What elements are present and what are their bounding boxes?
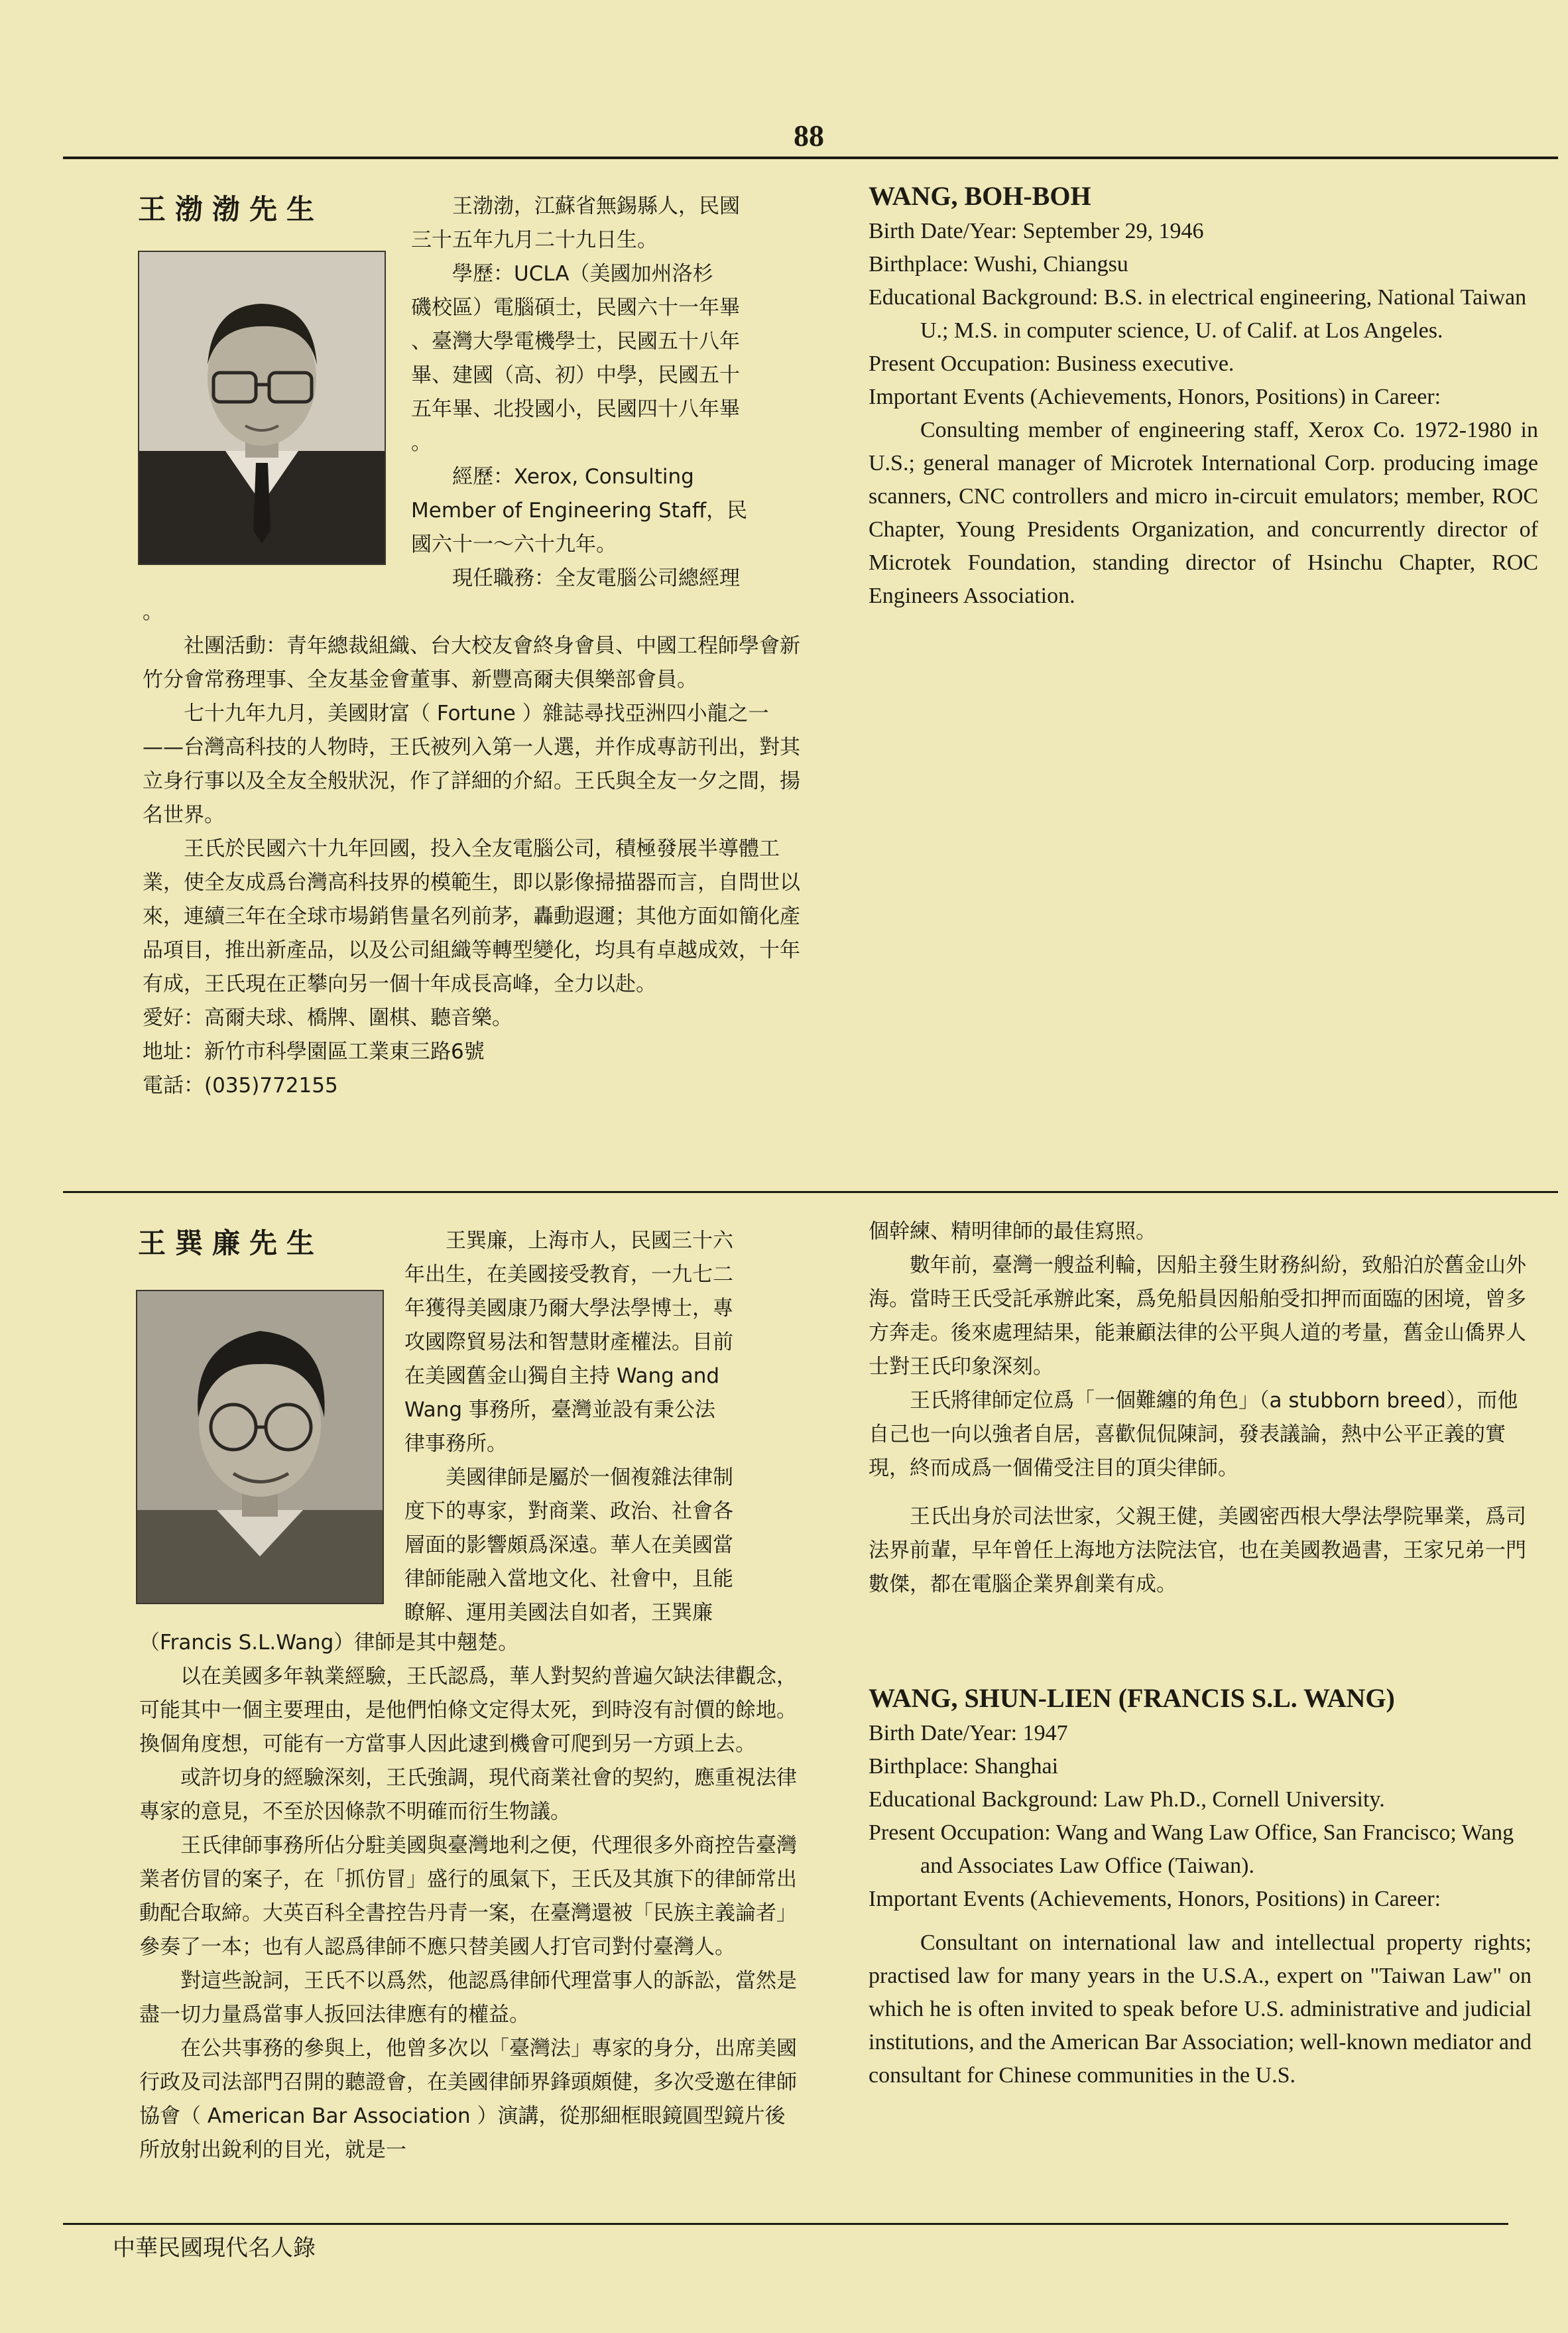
entry2-zh-line-11: 律師能融入當地文化、社會中，且能 — [404, 1567, 733, 1591]
entry2-chinese-intro — [404, 1224, 806, 1630]
entry2-birthplace: Birthplace: Shanghai — [869, 1754, 1059, 1779]
entry2-zh-para-1: （Francis S.L.Wang）律師是其中翹楚。 — [139, 1631, 519, 1655]
entry2-zh-para-6: 在公共事務的參與上，他曾多次以「臺灣法」專家的身分，出席美國行政及司法部門召開的聽證會，在美國律師界鋒頭頗健，多次受邀在律師協會（ American Bar Association ）演講，從那細框眼鏡圓型鏡片後所放射出銳利的目光，就是一 — [139, 2037, 797, 2162]
entry1-zh-line-3: 學歷：UCLA（美國加州洛杉 — [452, 262, 713, 286]
book-title-footer: 中華民國現代名人錄 — [113, 2235, 316, 2261]
entry2-zh-para-4: 王氏律師事務所佔分駐美國與臺灣地利之便，代理很多外商控告臺灣業者仿冒的案子，在「抓仿冒」盛行的風氣下，王氏及其旗下的律師常出動配合取締。大英百科全書控告丹青一案，在臺灣還被「民族主義論者」參奏了一本；也有人認爲律師不應只替美國人打官司對付臺灣人。 — [139, 1834, 797, 1959]
entry1-zh-line-5: 、臺灣大學電機學士，民國五十八年 — [411, 330, 740, 353]
entry2-english-name: WANG, SHUN-LIEN (FRANCIS S.L. WANG) — [869, 1683, 1395, 1713]
entry2-zh-line-3: 年獲得美國康乃爾大學法學博士，專 — [404, 1296, 733, 1320]
entry2-zh-para-2: 以在美國多年執業經驗，王氏認爲，華人對契約普遍欠缺法律觀念，可能其中一個主要理由，是他們怕條文定得太死，到時沒有討價的餘地。換個角度想，可能有一方當事人因此逮到機會可爬到另一方頭上去。 — [139, 1665, 797, 1756]
entry2-events-text: Consultant on international law and intellectual property rights; practised law for many years in the U.S.A., expert on "Taiwan Law" on which he is often invited to speak before U.S. administrative and judicial institutions, and the American Bar Association; well-known mediator and consultant for Chinese communities in the U.S. — [869, 1930, 1532, 2088]
entry1-zh-line-8: 。 — [411, 431, 432, 455]
entry2-zh-line-2: 年出生，在美國接受教育，一九七二 — [404, 1263, 733, 1287]
entry1-zh-line-9: 經歷：Xerox, Consulting — [452, 465, 694, 489]
entry1-zh-para-1: 。 — [143, 600, 163, 624]
entry1-zh-para-3: 七十九年九月，美國財富（ Fortune ）雜誌尋找亞洲四小龍之一——台灣高科技的人物時，王氏被列入第一人選，并作成專訪刊出，對其立身行事以及全友全般狀況，作了詳細的介紹。王氏與全友一夕之間，揚名世界。 — [143, 702, 800, 827]
entry2-zh-para-5: 對這些說詞，王氏不以爲然，他認爲律師代理當事人的訴訟，當然是盡一切力量爲當事人扳回法律應有的權益。 — [139, 1969, 797, 2027]
entry1-zh-para-7: 電話：(035)772155 — [143, 1074, 338, 1098]
entry2-zh-line-5: 在美國舊金山獨自主持 Wang and — [404, 1364, 720, 1388]
entry2-events-label: Important Events (Achievements, Honors, Positions) in Career: — [869, 1887, 1441, 1911]
entry1-birth-date: Birth Date/Year: September 29, 1946 — [869, 219, 1204, 243]
entry1-zh-line-10: Member of Engineering Staff，民 — [411, 499, 748, 523]
entry2-zh-right-para-2: 數年前，臺灣一艘益利輪，因船主發生財務糾紛，致船泊於舊金山外海。當時王氏受託承辦此案，爲免船員因船舶受扣押而面臨的困境，曾多方奔走。後來處理結果，能兼顧法律的公平與人道的考量，舊金山僑界人士對王氏印象深刻。 — [869, 1253, 1526, 1379]
section-divider — [63, 1191, 1558, 1193]
entry1-zh-line-2: 三十五年九月二十九日生。 — [411, 228, 658, 252]
entry2-chinese-name: 王巽廉先生 — [138, 1227, 324, 1259]
entry2-zh-line-6: Wang 事務所，臺灣並設有秉公法 — [404, 1398, 715, 1422]
entry2-zh-right-para-3: 王氏將律師定位爲「一個難纏的角色」（a stubborn breed），而他自己也一向以強者自居，喜歡侃侃陳詞，發表議論，熱中公平正義的實現，終而成爲一個備受注目的頂尖律師。 — [869, 1389, 1518, 1480]
entry1-english-section — [869, 179, 1538, 613]
entry2-portrait-photo — [136, 1290, 384, 1604]
entry1-chinese-name: 王渤渤先生 — [138, 193, 324, 225]
entry2-zh-para-3: 或許切身的經驗深刻，王氏強調，現代商業社會的契約，應重視法律專家的意見，不至於因條款不明確而衍生物議。 — [139, 1766, 797, 1824]
page-number: 88 — [794, 119, 824, 153]
entry1-zh-line-1: 王渤渤，江蘇省無錫縣人，民國 — [452, 194, 740, 218]
entry1-portrait-photo — [138, 251, 386, 565]
entry1-zh-line-11: 國六十一～六十九年。 — [411, 533, 617, 556]
entry2-zh-line-1: 王巽廉，上海市人，民國三十六 — [446, 1229, 733, 1253]
entry1-birthplace: Birthplace: Wushi, Chiangsu — [869, 252, 1128, 277]
entry2-zh-line-7: 律事務所。 — [404, 1432, 507, 1456]
entry1-portrait-image — [139, 252, 385, 564]
entry2-education: Educational Background: Law Ph.D., Cornell University. — [869, 1787, 1385, 1812]
bottom-rule — [63, 2223, 1508, 2225]
entry1-zh-para-5: 愛好：高爾夫球、橋牌、圍棋、聽音樂。 — [143, 1006, 513, 1030]
entry1-chinese-body — [143, 596, 809, 1103]
entry1-events-text: Consulting member of engineering staff, Xerox Co. 1972-1980 in U.S.; general manager of Microtek International Corp. producing image scanners, CNC controllers and micro in-circuit emulators; member, ROC Chapter, Young Presidents Organization, and concurrently director of Microtek Foundation, standing director of Hsinchu Chapter, ROC Engineers Association. — [869, 418, 1538, 608]
entry1-zh-para-2: 社團活動：青年總裁組織、台大校友會終身會員、中國工程師學會新竹分會常務理事、全友基金會董事、新豐高爾夫俱樂部會員。 — [143, 634, 800, 692]
top-rule — [63, 157, 1558, 159]
entry2-portrait-image — [137, 1291, 383, 1603]
entry2-zh-line-9: 度下的專家，對商業、政治、社會各 — [404, 1499, 733, 1523]
entry2-occupation: Present Occupation: Wang and Wang Law Office, San Francisco; Wang and Associates Law Office (Taiwan). — [869, 1820, 1514, 1878]
entry2-zh-line-10: 層面的影響頗爲深遠。華人在美國當 — [404, 1533, 733, 1557]
entry1-occupation: Present Occupation: Business executive. — [869, 351, 1235, 376]
entry1-education: Educational Background: B.S. in electrical engineering, National Taiwan U.; M.S. in computer science, U. of Calif. at Los Angeles. — [869, 285, 1527, 343]
entry1-zh-para-6: 地址：新竹市科學園區工業東三路6號 — [143, 1040, 485, 1064]
entry1-chinese-intro — [411, 190, 809, 596]
entry1-english-name: WANG, BOH-BOH — [869, 181, 1091, 211]
entry1-zh-line-7: 五年畢、北投國小，民國四十八年畢 — [411, 397, 740, 421]
entry2-zh-line-12: 瞭解、運用美國法自如者，王巽廉 — [404, 1601, 713, 1625]
entry2-zh-line-4: 攻國際貿易法和智慧財產權法。目前 — [404, 1330, 733, 1354]
entry2-zh-right-para-1: 個幹練、精明律師的最佳寫照。 — [869, 1220, 1156, 1243]
entry1-events-label: Important Events (Achievements, Honors, Positions) in Career: — [869, 385, 1441, 409]
entry1-zh-line-4: 磯校區）電腦碩士，民國六十一年畢 — [411, 296, 740, 320]
entry2-zh-line-8: 美國律師是屬於一個複雜法律制 — [446, 1466, 733, 1489]
entry2-chinese-continued — [869, 1215, 1532, 1602]
entry2-english-section — [869, 1681, 1532, 2092]
entry2-birth-date: Birth Date/Year: 1947 — [869, 1721, 1068, 1745]
entry2-chinese-body — [139, 1626, 806, 2167]
entry1-zh-line-6: 畢、建國（高、初）中學，民國五十 — [411, 363, 740, 387]
entry1-zh-para-4: 王氏於民國六十九年回國，投入全友電腦公司，積極發展半導體工業，使全友成爲台灣高科技界的模範生，即以影像掃描器而言，自問世以來，連續三年在全球市場銷售量名列前茅，轟動遐邇；其他方面如簡化產品項目，推出新產品，以及公司組織等轉型變化，均具有卓越成效，十年有成，王氏現在正攀向另一個十年成長高峰，全力以赴。 — [143, 837, 800, 996]
entry2-zh-right-para-4: 王氏出身於司法世家，父親王健，美國密西根大學法學院畢業，爲司法界前輩，早年曾任上海地方法院法官，也在美國教過書，王家兄弟一門數傑，都在電腦企業界創業有成。 — [869, 1505, 1526, 1596]
entry1-zh-line-12: 現任職務：全友電腦公司總經理 — [452, 566, 740, 590]
